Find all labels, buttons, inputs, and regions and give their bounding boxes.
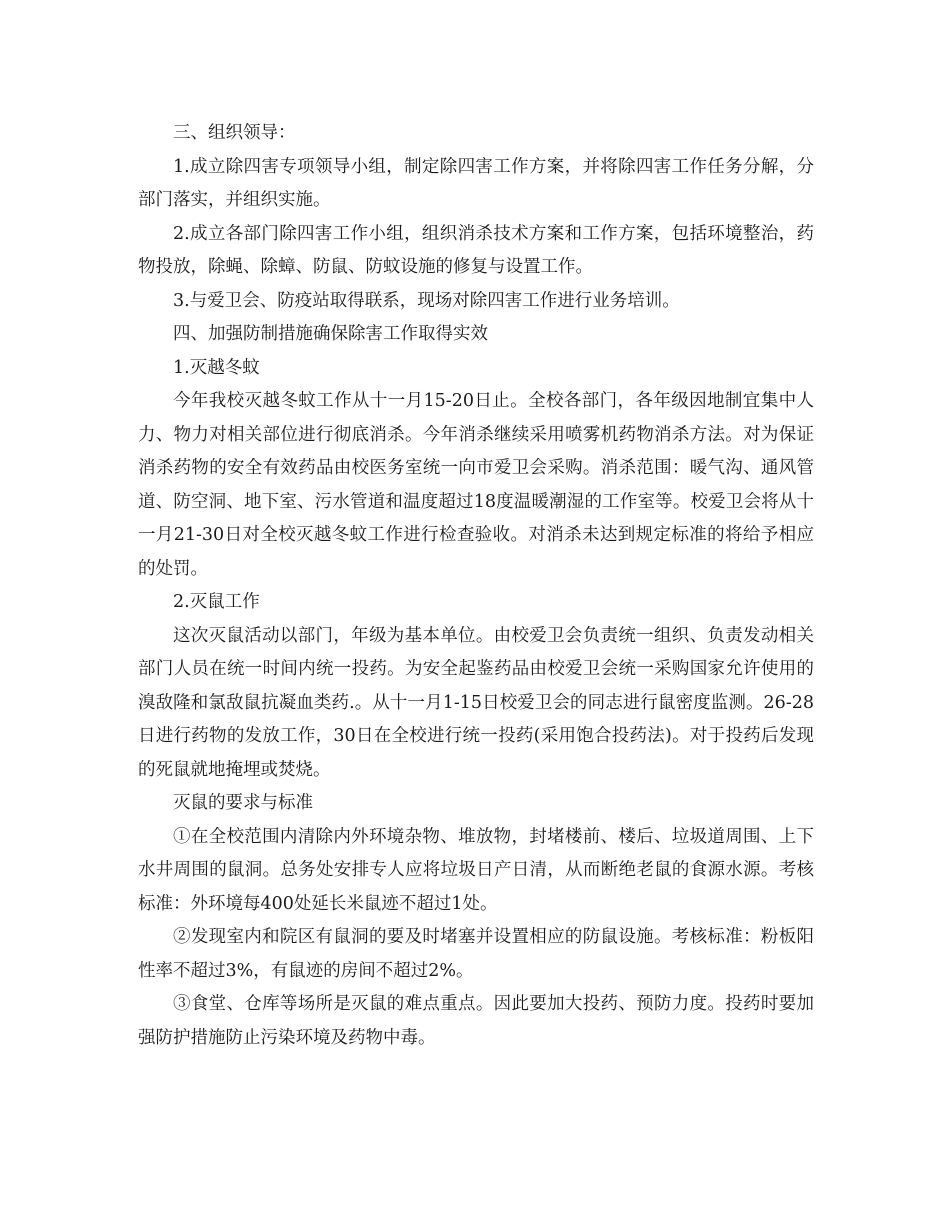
paragraph: 今年我校灭越冬蚊工作从十一月15-20日止。全校各部门，各年级因地制宜集中人力、物力对相关部位进行彻底消杀。今年消杀继续采用喷雾机药物消杀方法。对为保证消杀药物的安全有效药品由校医务室统一向市爱卫会采购。消杀范围：暖气沟、通风管道、防空洞、地下室、污水管道和温度超过18度温暖潮湿的工作室等。校爱卫会将从十一月21-30日对全校灭越冬蚊工作进行检查验收。对消杀未达到规定标准的将给予相应的处罚。 [138,391,814,579]
subheading-requirements: 灭鼠的要求与标准 [173,793,313,813]
section-heading-organization: 三、组织领导： [173,123,296,143]
subheading-rodent: 2.灭鼠工作 [173,592,260,612]
subheading-mosquito: 1.灭越冬蚊 [173,357,260,378]
list-item: ②发现室内和院区有鼠洞的要及时堵塞并设置相应的防鼠设施。考核标准：粉板阳性率不超过3%，有鼠迹的房间不超过2%。 [138,927,814,981]
list-item: ①在全校范围内清除内外环境杂物、堆放物，封堵楼前、楼后、垃圾道周围、上下水井周围的鼠洞。总务处安排专人应将垃圾日产日清，从而断绝老鼠的食源水源。考核标准：外环境每400处延长米鼠迹不超过1处。 [138,826,814,914]
list-item: ③食堂、仓库等场所是灭鼠的难点重点。因此要加大投药、预防力度。投药时要加强防护措施防止污染环境及药物中毒。 [138,994,814,1048]
section-heading-measures: 四、加强防制措施确保除害工作取得实效 [173,324,488,344]
paragraph: 3.与爱卫会、防疫站取得联系，现场对除四害工作进行业务培训。 [173,290,680,311]
paragraph: 2.成立各部门除四害工作小组，组织消杀技术方案和工作方案，包括环境整治，药物投放，除蝇、除蟑、防鼠、防蚊设施的修复与设置工作。 [138,223,814,277]
document-body [138,117,814,1055]
paragraph: 这次灭鼠活动以部门，年级为基本单位。由校爱卫会负责统一组织、负责发动相关部门人员在统一时间内统一投药。为安全起鉴药品由校爱卫会统一采购国家允许使用的溴敌隆和氯敌鼠抗凝血类药.。从十一月1-15日校爱卫会的同志进行鼠密度监测。26-28日进行药物的发放工作，30日在全校进行统一投药(采用饱合投药法)。对于投药后发现的死鼠就地掩埋或焚烧。 [138,625,814,780]
paragraph: 1.成立除四害专项领导小组，制定除四害工作方案，并将除四害工作任务分解，分部门落实，并组织实施。 [138,156,814,210]
